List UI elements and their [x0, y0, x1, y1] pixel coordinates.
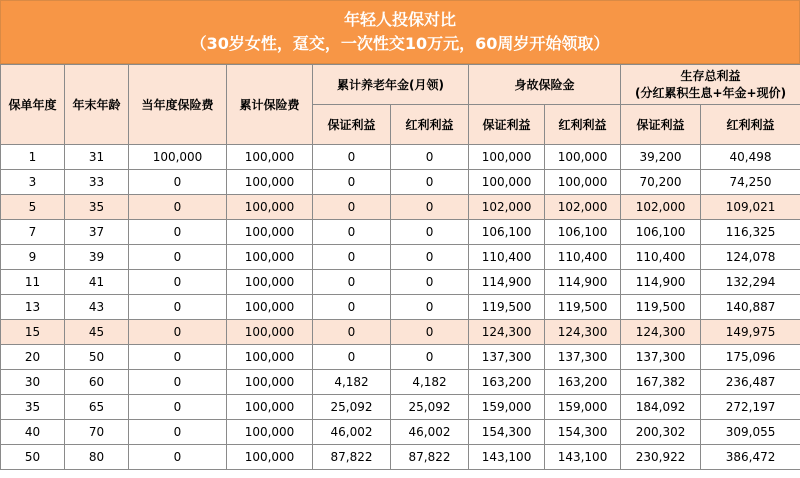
header-pension-guaranteed: 保证利益 [313, 105, 391, 145]
cell-premium-total: 100,000 [227, 420, 313, 445]
cell-pension-guaranteed: 0 [313, 320, 391, 345]
cell-premium-total: 100,000 [227, 220, 313, 245]
cell-death-guaranteed: 124,300 [469, 320, 545, 345]
cell-premium-total: 100,000 [227, 270, 313, 295]
comparison-table [0, 64, 800, 470]
cell-premium-total: 100,000 [227, 245, 313, 270]
cell-premium-year: 0 [129, 445, 227, 470]
cell-pension-dividend: 0 [391, 345, 469, 370]
header-pension-dividend: 红利利益 [391, 105, 469, 145]
cell-premium-year: 0 [129, 420, 227, 445]
cell-policy-year: 3 [1, 170, 65, 195]
cell-policy-year: 9 [1, 245, 65, 270]
cell-survival-dividend: 140,887 [701, 295, 800, 320]
cell-age: 70 [65, 420, 129, 445]
cell-premium-total: 100,000 [227, 295, 313, 320]
cell-pension-guaranteed: 4,182 [313, 370, 391, 395]
cell-policy-year: 7 [1, 220, 65, 245]
table-row [1, 170, 800, 195]
table-title-banner [0, 0, 800, 64]
cell-death-guaranteed: 100,000 [469, 145, 545, 170]
cell-age: 35 [65, 195, 129, 220]
cell-premium-total: 100,000 [227, 145, 313, 170]
cell-death-dividend: 114,900 [545, 270, 621, 295]
header-survival-dividend: 红利利益 [701, 105, 800, 145]
cell-death-dividend: 137,300 [545, 345, 621, 370]
cell-death-dividend: 106,100 [545, 220, 621, 245]
table-row [1, 270, 800, 295]
cell-policy-year: 35 [1, 395, 65, 420]
cell-death-dividend: 163,200 [545, 370, 621, 395]
cell-death-dividend: 159,000 [545, 395, 621, 420]
cell-policy-year: 1 [1, 145, 65, 170]
cell-premium-year: 100,000 [129, 145, 227, 170]
cell-survival-dividend: 272,197 [701, 395, 800, 420]
cell-premium-total: 100,000 [227, 345, 313, 370]
cell-premium-total: 100,000 [227, 370, 313, 395]
cell-policy-year: 40 [1, 420, 65, 445]
cell-survival-guaranteed: 102,000 [621, 195, 701, 220]
cell-survival-dividend: 386,472 [701, 445, 800, 470]
cell-survival-dividend: 74,250 [701, 170, 800, 195]
cell-death-guaranteed: 154,300 [469, 420, 545, 445]
cell-death-guaranteed: 143,100 [469, 445, 545, 470]
header-policy-year: 保单年度 [1, 65, 65, 145]
cell-policy-year: 50 [1, 445, 65, 470]
cell-premium-year: 0 [129, 320, 227, 345]
cell-survival-guaranteed: 39,200 [621, 145, 701, 170]
cell-survival-guaranteed: 137,300 [621, 345, 701, 370]
cell-survival-guaranteed: 70,200 [621, 170, 701, 195]
header-death-guaranteed: 保证利益 [469, 105, 545, 145]
cell-pension-dividend: 0 [391, 295, 469, 320]
cell-pension-dividend: 0 [391, 245, 469, 270]
cell-death-dividend: 100,000 [545, 170, 621, 195]
cell-age: 41 [65, 270, 129, 295]
cell-death-dividend: 102,000 [545, 195, 621, 220]
table-subtitle: （30岁女性，趸交，一次性交10万元，60周岁开始领取） [190, 34, 610, 53]
cell-pension-guaranteed: 0 [313, 220, 391, 245]
table-row [1, 395, 800, 420]
header-survival-guaranteed: 保证利益 [621, 105, 701, 145]
cell-premium-total: 100,000 [227, 445, 313, 470]
header-survival-group [621, 65, 800, 105]
cell-survival-dividend: 175,096 [701, 345, 800, 370]
header-age-end: 年末年龄 [65, 65, 129, 145]
table-body [1, 145, 800, 470]
cell-pension-guaranteed: 0 [313, 170, 391, 195]
cell-pension-dividend: 0 [391, 220, 469, 245]
cell-premium-year: 0 [129, 270, 227, 295]
cell-pension-guaranteed: 87,822 [313, 445, 391, 470]
header-premium-total: 累计保险费 [227, 65, 313, 145]
cell-premium-year: 0 [129, 220, 227, 245]
cell-premium-year: 0 [129, 345, 227, 370]
cell-survival-dividend: 236,487 [701, 370, 800, 395]
cell-policy-year: 11 [1, 270, 65, 295]
cell-age: 80 [65, 445, 129, 470]
cell-pension-dividend: 4,182 [391, 370, 469, 395]
cell-death-dividend: 110,400 [545, 245, 621, 270]
cell-premium-year: 0 [129, 245, 227, 270]
cell-survival-dividend: 116,325 [701, 220, 800, 245]
cell-survival-guaranteed: 110,400 [621, 245, 701, 270]
cell-survival-dividend: 40,498 [701, 145, 800, 170]
cell-pension-guaranteed: 0 [313, 270, 391, 295]
cell-survival-guaranteed: 200,302 [621, 420, 701, 445]
cell-pension-guaranteed: 0 [313, 245, 391, 270]
table-row [1, 145, 800, 170]
cell-death-guaranteed: 119,500 [469, 295, 545, 320]
cell-death-guaranteed: 106,100 [469, 220, 545, 245]
cell-survival-dividend: 309,055 [701, 420, 800, 445]
table-row [1, 445, 800, 470]
cell-pension-guaranteed: 0 [313, 195, 391, 220]
cell-death-dividend: 100,000 [545, 145, 621, 170]
cell-death-guaranteed: 102,000 [469, 195, 545, 220]
table-title: 年轻人投保对比 [343, 10, 456, 29]
cell-premium-total: 100,000 [227, 170, 313, 195]
cell-survival-dividend: 149,975 [701, 320, 800, 345]
cell-death-guaranteed: 137,300 [469, 345, 545, 370]
cell-pension-dividend: 0 [391, 195, 469, 220]
cell-premium-total: 100,000 [227, 320, 313, 345]
cell-survival-dividend: 132,294 [701, 270, 800, 295]
cell-survival-guaranteed: 119,500 [621, 295, 701, 320]
header-premium-year: 当年度保险费 [129, 65, 227, 145]
cell-age: 31 [65, 145, 129, 170]
cell-survival-dividend: 124,078 [701, 245, 800, 270]
cell-death-dividend: 143,100 [545, 445, 621, 470]
cell-policy-year: 5 [1, 195, 65, 220]
header-pension-group: 累计养老年金(月领) [313, 65, 469, 105]
cell-survival-guaranteed: 106,100 [621, 220, 701, 245]
cell-premium-year: 0 [129, 195, 227, 220]
cell-pension-guaranteed: 0 [313, 145, 391, 170]
cell-survival-guaranteed: 124,300 [621, 320, 701, 345]
cell-death-guaranteed: 100,000 [469, 170, 545, 195]
cell-pension-dividend: 0 [391, 270, 469, 295]
table-row [1, 245, 800, 270]
cell-pension-guaranteed: 25,092 [313, 395, 391, 420]
cell-pension-dividend: 0 [391, 320, 469, 345]
cell-age: 37 [65, 220, 129, 245]
cell-death-dividend: 119,500 [545, 295, 621, 320]
cell-premium-year: 0 [129, 395, 227, 420]
header-death-dividend: 红利利益 [545, 105, 621, 145]
cell-pension-dividend: 46,002 [391, 420, 469, 445]
header-survival-line1: 生存总利益 [680, 68, 741, 83]
cell-death-guaranteed: 159,000 [469, 395, 545, 420]
cell-death-guaranteed: 110,400 [469, 245, 545, 270]
table-row [1, 195, 800, 220]
cell-pension-guaranteed: 0 [313, 345, 391, 370]
table-row [1, 345, 800, 370]
cell-death-guaranteed: 114,900 [469, 270, 545, 295]
cell-age: 33 [65, 170, 129, 195]
table-row [1, 420, 800, 445]
cell-pension-dividend: 87,822 [391, 445, 469, 470]
cell-death-dividend: 154,300 [545, 420, 621, 445]
header-death-group: 身故保险金 [469, 65, 621, 105]
cell-premium-year: 0 [129, 170, 227, 195]
cell-policy-year: 20 [1, 345, 65, 370]
table-row [1, 220, 800, 245]
cell-pension-dividend: 0 [391, 170, 469, 195]
header-survival-line2: (分红累积生息+年金+现价) [634, 85, 787, 100]
cell-survival-guaranteed: 184,092 [621, 395, 701, 420]
cell-pension-guaranteed: 46,002 [313, 420, 391, 445]
cell-pension-dividend: 0 [391, 145, 469, 170]
cell-premium-total: 100,000 [227, 195, 313, 220]
cell-survival-guaranteed: 114,900 [621, 270, 701, 295]
table-row [1, 370, 800, 395]
cell-pension-guaranteed: 0 [313, 295, 391, 320]
cell-survival-guaranteed: 167,382 [621, 370, 701, 395]
cell-policy-year: 30 [1, 370, 65, 395]
table-row [1, 320, 800, 345]
cell-age: 39 [65, 245, 129, 270]
cell-premium-year: 0 [129, 295, 227, 320]
cell-age: 43 [65, 295, 129, 320]
cell-premium-total: 100,000 [227, 395, 313, 420]
cell-policy-year: 13 [1, 295, 65, 320]
cell-death-guaranteed: 163,200 [469, 370, 545, 395]
cell-age: 65 [65, 395, 129, 420]
cell-survival-dividend: 109,021 [701, 195, 800, 220]
cell-age: 50 [65, 345, 129, 370]
cell-pension-dividend: 25,092 [391, 395, 469, 420]
cell-policy-year: 15 [1, 320, 65, 345]
cell-age: 60 [65, 370, 129, 395]
table-row [1, 295, 800, 320]
cell-age: 45 [65, 320, 129, 345]
cell-premium-year: 0 [129, 370, 227, 395]
cell-death-dividend: 124,300 [545, 320, 621, 345]
cell-survival-guaranteed: 230,922 [621, 445, 701, 470]
